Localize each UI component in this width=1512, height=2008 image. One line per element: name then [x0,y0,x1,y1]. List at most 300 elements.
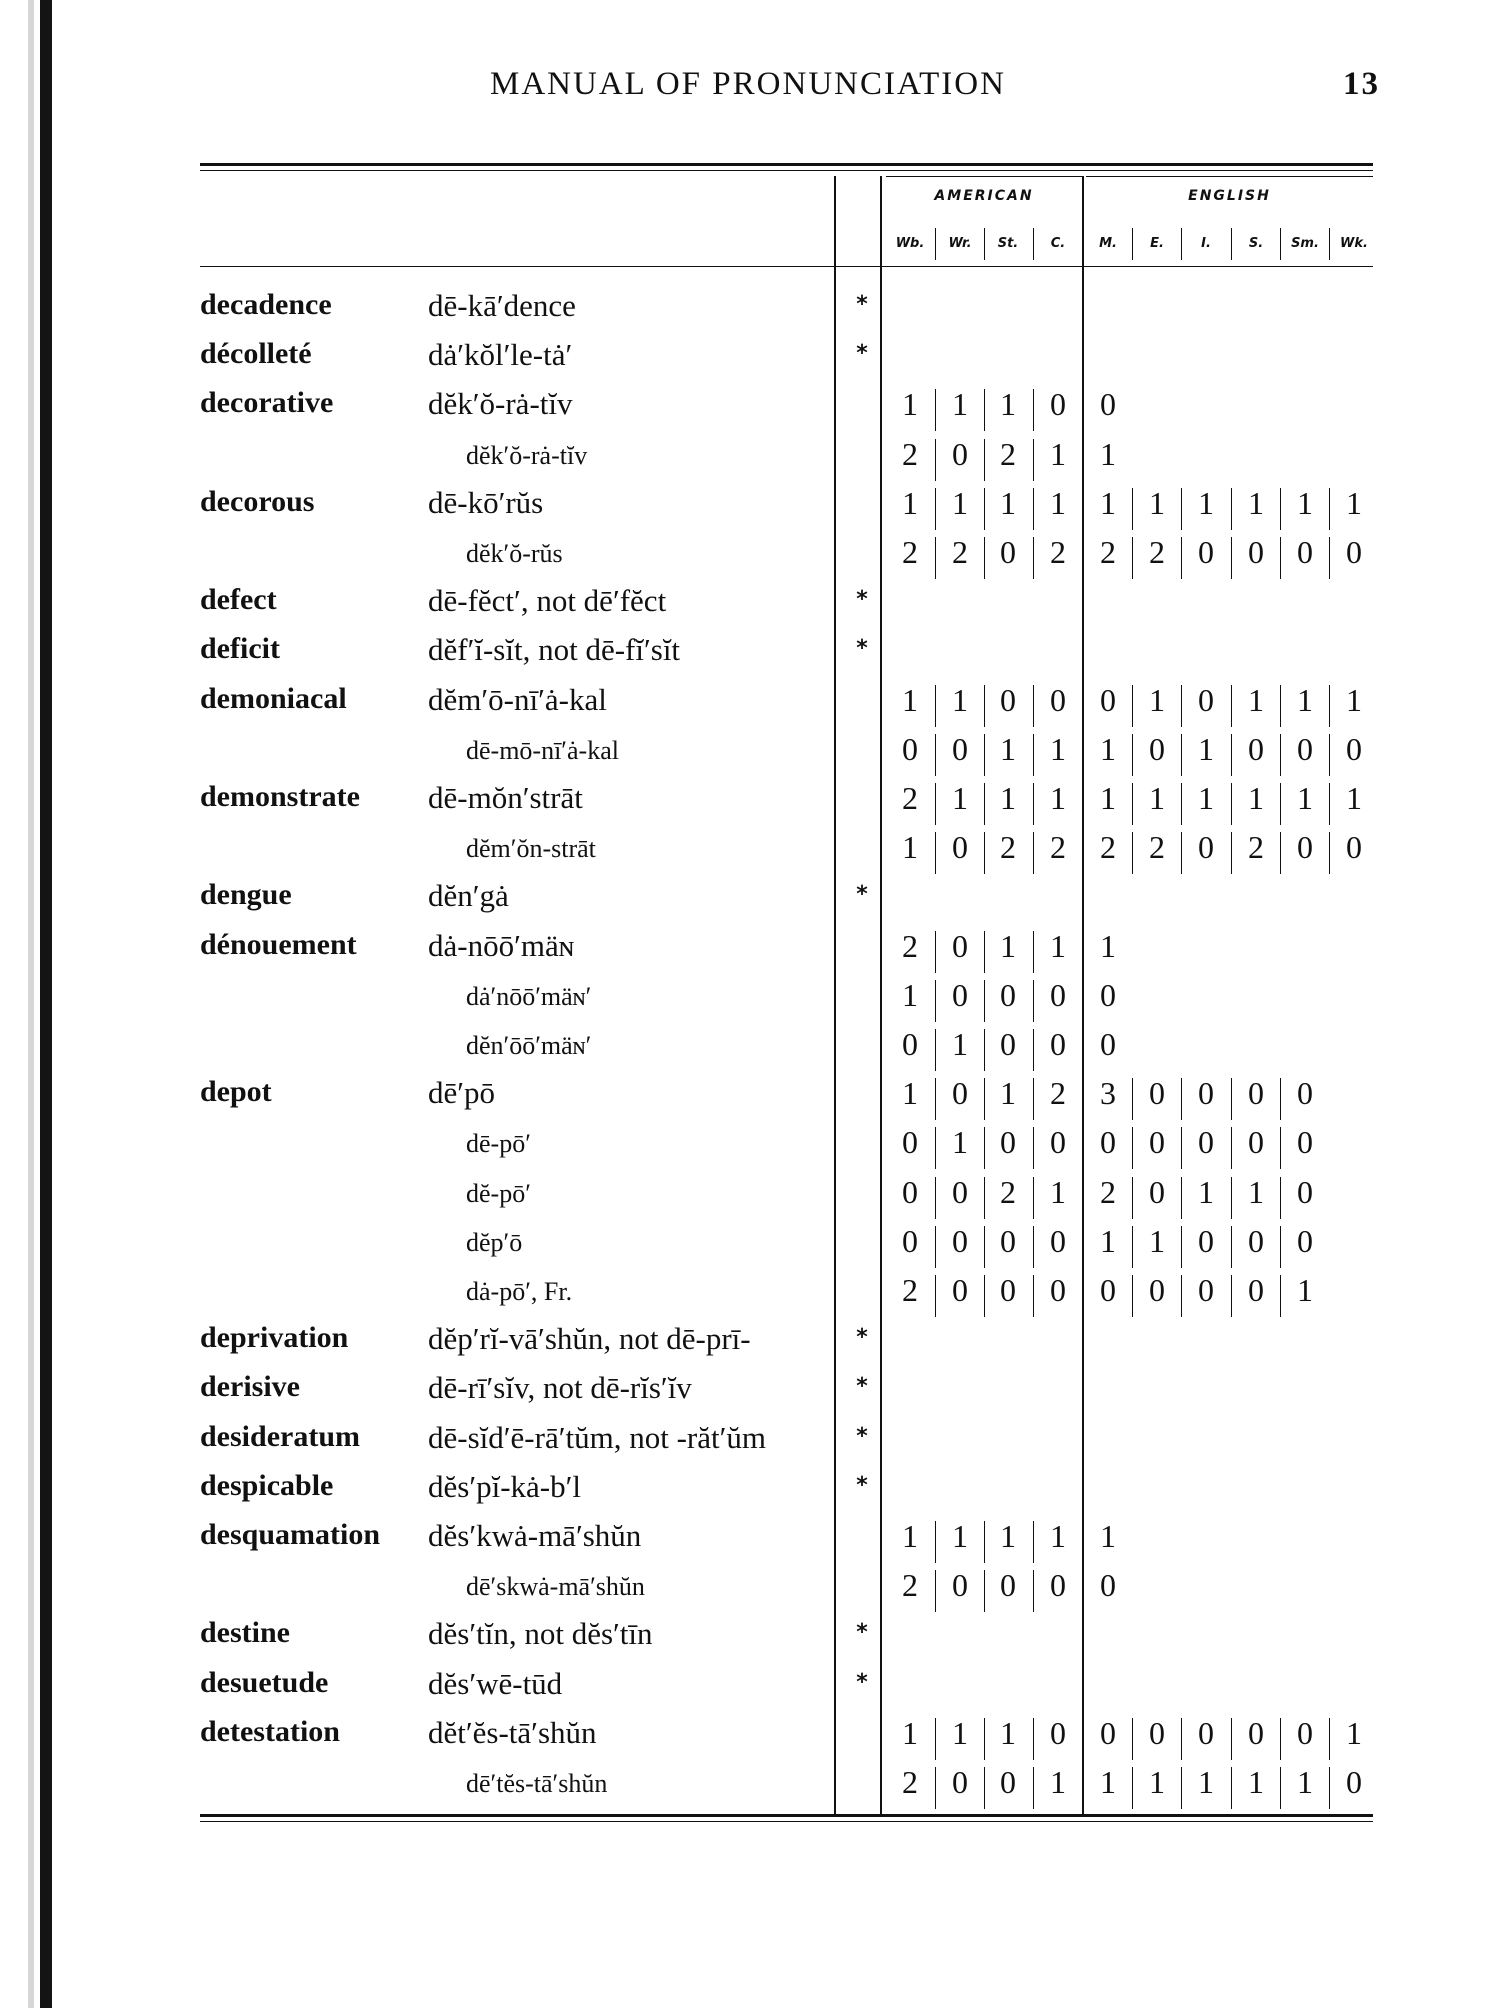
cell-separator [1132,1177,1133,1219]
cell-separator [1231,1275,1232,1317]
page-scan-shadow [28,0,34,2008]
pronunciation: dȧ′nōō′mäɴ′ [466,981,592,1011]
cell-separator [1231,832,1232,874]
column-rule-stub [834,176,836,1814]
pronunciation: dē-sĭd′ē-rā′tŭm, not -răt′ŭm [428,1419,766,1455]
english-group-rule [1086,176,1373,177]
cell-separator [1181,734,1182,776]
authority-value: 1 [1149,1222,1165,1259]
authority-value: 1 [1248,1764,1264,1800]
cell-separator [1231,537,1232,579]
authority-value: 1 [1149,1764,1165,1800]
authority-value: 1 [1050,1764,1066,1800]
headword: destine [200,1616,290,1650]
pronunciation: dĕs′kwȧ-mā′shŭn [428,1518,642,1553]
pronunciation: dȧ-pō′, Fr. [466,1277,573,1306]
pronunciation: dȧ′kŏl′le-tȧ′ [428,337,573,373]
cell-separator [1329,537,1330,579]
cell-separator [984,389,985,431]
headword: defect [200,583,277,617]
authority-value: 2 [902,780,918,816]
cell-separator [1181,1127,1182,1169]
authority-value: 1 [1149,780,1165,816]
headword: detestation [200,1714,340,1748]
cell-separator [1033,537,1034,579]
authority-value: 0 [1198,681,1214,718]
cell-separator [1231,488,1232,530]
authority-value: 0 [1100,1567,1116,1604]
authority-value: 0 [1297,1222,1313,1259]
pronunciation: dē-kō′rŭs [428,484,544,520]
authority-value: 0 [1050,1567,1066,1604]
authority-value: 2 [1248,829,1264,866]
authority-value: 1 [1297,780,1313,816]
headword: depot [200,1075,272,1109]
authority-value: 1 [902,386,918,423]
authority-value: 0 [1248,1075,1264,1112]
authority-value: 0 [1149,1173,1165,1210]
headword: demoniacal [200,681,347,715]
authority-value: 0 [1248,1272,1264,1308]
headword: desideratum [200,1419,360,1453]
cell-separator [1280,488,1281,530]
headword: dénouement [200,927,357,961]
authority-value: 0 [1149,730,1165,767]
authority-value: 0 [1000,681,1016,718]
american-group-rule [886,176,1082,177]
authority-value: 0 [1050,976,1066,1013]
cell-separator [984,1767,985,1809]
headword: desquamation [200,1518,381,1551]
authority-value: 2 [902,1272,918,1308]
pronunciation: dĕk′ŏ-rŭs [466,539,563,568]
authority-value: 0 [1000,1567,1016,1604]
authority-value: 1 [952,1518,968,1554]
authority-value: 1 [902,976,918,1013]
authority-value: 2 [952,534,968,570]
authority-value: 0 [1050,1714,1066,1751]
authority-separator [1231,228,1232,260]
authority-value: 0 [1000,1222,1016,1259]
authority-value: 1 [1198,730,1214,767]
authority-value: 1 [1297,1764,1313,1800]
cell-separator [984,931,985,973]
authority-value: 0 [952,1075,968,1112]
authority-value: 1 [1100,1764,1116,1800]
authority-value: 1 [1346,1714,1362,1751]
authority-header: Wk. [1340,236,1368,251]
pronunciation: dē′pō [428,1075,496,1111]
authority-value: 1 [902,1714,918,1751]
cell-separator [984,1275,985,1317]
pronunciation: dĕs′wē-tūd [428,1665,563,1701]
cell-separator [1280,832,1281,874]
cell-separator [1329,832,1330,874]
authority-value: 1 [1100,1518,1116,1554]
pronunciation: dĕp′ō [466,1227,523,1257]
authority-value: 1 [902,1518,918,1554]
pronunciation: dē-mŏn′strāt [428,780,583,815]
cell-separator [1181,1078,1182,1120]
cell-separator [984,734,985,776]
authority-value: 0 [952,1272,968,1308]
authority-value: 2 [1149,829,1165,866]
cell-separator [1181,1767,1182,1809]
cell-separator [1181,488,1182,530]
authority-value: 0 [1297,1714,1313,1751]
authority-value: 1 [1198,1173,1214,1210]
authority-value: 0 [952,976,968,1013]
authority-value: 0 [1100,681,1116,718]
cell-separator [1181,1718,1182,1760]
authority-value: 1 [902,681,918,718]
cell-separator [1280,1226,1281,1268]
authority-separator [1033,228,1034,260]
cell-separator [1231,1078,1232,1120]
authority-header: I. [1201,236,1211,251]
authority-value: 0 [952,1173,968,1210]
authority-value: 0 [1100,1272,1116,1308]
cell-separator [1033,439,1034,481]
cell-separator [935,389,936,431]
preferred-mark: * [856,636,868,662]
authority-value: 0 [902,1173,918,1210]
authority-value: 0 [1198,1272,1214,1308]
cell-separator [1033,832,1034,874]
authority-value: 1 [952,1026,968,1062]
cell-separator [984,1177,985,1219]
authority-value: 1 [952,1124,968,1161]
authority-value: 0 [1198,1075,1214,1112]
authority-value: 1 [1050,730,1066,767]
pronunciation: dĕn′ōō′mäɴ′ [466,1031,592,1060]
authority-value: 1 [1346,780,1362,816]
cell-separator [984,1078,985,1120]
authority-value: 1 [1000,780,1016,816]
authority-value: 0 [1100,1714,1116,1751]
pronunciation: dĕk′ŏ-rȧ-tĭv [428,386,573,422]
cell-separator [984,1521,985,1563]
cell-separator [1181,1177,1182,1219]
cell-separator [1132,1127,1133,1169]
authority-value: 0 [1297,829,1313,866]
authority-value: 2 [1000,435,1016,472]
cell-separator [1231,734,1232,776]
cell-separator [1280,1177,1281,1219]
cell-separator [1132,783,1133,825]
group-heading-english: ENGLISH [1188,188,1271,204]
cell-separator [1181,1226,1182,1268]
cell-separator [1132,1718,1133,1760]
authority-value: 1 [1100,780,1116,816]
page-number: 13 [1343,66,1380,102]
authority-value: 1 [1100,1222,1116,1259]
cell-separator [1132,1767,1133,1809]
authority-value: 2 [902,1567,918,1604]
pronunciation: dē′tĕs-tā′shŭn [466,1769,608,1798]
cell-separator [1231,1226,1232,1268]
cell-separator [1033,1078,1034,1120]
cell-separator [1181,1275,1182,1317]
cell-separator [1033,1767,1034,1809]
authority-value: 1 [1149,681,1165,718]
authority-value: 1 [952,780,968,816]
authority-value: 0 [1100,1026,1116,1062]
authority-value: 0 [902,1222,918,1259]
authority-value: 0 [1050,1272,1066,1308]
cell-separator [1132,537,1133,579]
headword: desuetude [200,1665,329,1699]
authority-value: 0 [952,435,968,472]
cell-separator [1280,1718,1281,1760]
authority-value: 0 [1000,976,1016,1013]
authority-value: 1 [1297,484,1313,521]
pronunciation: dȧ-nōō′mäɴ [428,927,575,963]
authority-value: 1 [952,484,968,521]
authority-value: 0 [1248,1714,1264,1751]
authority-value: 1 [1346,681,1362,718]
authority-header: M. [1099,236,1117,251]
authority-header: Sm. [1291,236,1319,251]
cell-separator [1280,1078,1281,1120]
authority-value: 2 [1149,534,1165,570]
cell-separator [1033,980,1034,1022]
preferred-mark: * [856,1423,868,1449]
authority-value: 0 [1346,534,1362,570]
authority-value: 1 [1248,780,1264,816]
authority-value: 0 [1000,1026,1016,1062]
cell-separator [1181,783,1182,825]
authority-value: 1 [1198,1764,1214,1800]
authority-value: 1 [1248,484,1264,521]
cell-separator [935,734,936,776]
cell-separator [935,1078,936,1120]
cell-separator [1033,488,1034,530]
cell-separator [1033,783,1034,825]
cell-separator [984,1718,985,1760]
cell-separator [935,1029,936,1071]
cell-separator [1329,1718,1330,1760]
pronunciation: dē-pō′ [466,1129,531,1159]
authority-value: 0 [1248,534,1264,570]
authority-value: 0 [952,1222,968,1259]
authority-value: 2 [902,927,918,964]
cell-separator [1033,685,1034,727]
cell-separator [1329,488,1330,530]
authority-value: 1 [1248,1173,1264,1210]
page-binding-edge [40,0,52,2008]
authority-value: 0 [1297,1075,1313,1112]
cell-separator [1231,783,1232,825]
authority-value: 1 [1198,484,1214,521]
cell-separator [935,1767,936,1809]
authority-value: 1 [1050,1173,1066,1210]
authority-value: 0 [1149,1272,1165,1308]
cell-separator [984,1226,985,1268]
cell-separator [935,1226,936,1268]
authority-value: 0 [1297,534,1313,570]
cell-separator [935,1718,936,1760]
authority-value: 0 [902,1124,918,1161]
authority-header: Wr. [948,236,972,251]
cell-separator [935,488,936,530]
authority-value: 0 [902,730,918,767]
authority-separator [1132,228,1133,260]
cell-separator [1329,734,1330,776]
authority-value: 0 [1346,829,1362,866]
authority-value: 1 [1000,1714,1016,1751]
pronunciation: dē-mō-nī′ȧ-kal [466,735,619,765]
cell-separator [1231,1767,1232,1809]
cell-separator [1033,1718,1034,1760]
authority-header: C. [1050,236,1066,251]
cell-separator [1033,1177,1034,1219]
authority-value: 0 [1100,976,1116,1013]
cell-separator [1033,1275,1034,1317]
preferred-mark: * [856,1325,868,1351]
authority-value: 0 [1000,1764,1016,1800]
authority-separator [1329,228,1330,260]
cell-separator [984,1127,985,1169]
cell-separator [1280,1275,1281,1317]
headword: despicable [200,1468,334,1502]
cell-separator [935,537,936,579]
authority-value: 1 [1000,1518,1016,1554]
cell-separator [984,980,985,1022]
preferred-mark: * [856,587,868,613]
cell-separator [1280,734,1281,776]
authority-value: 0 [1000,534,1016,570]
authority-value: 2 [1100,534,1116,570]
cell-separator [935,1521,936,1563]
authority-value: 1 [1100,927,1116,964]
authority-value: 1 [1198,780,1214,816]
authority-value: 0 [1198,534,1214,570]
preferred-mark: * [856,292,868,317]
authority-value: 1 [902,829,918,866]
cell-separator [1132,1226,1133,1268]
header-rule [836,266,1373,267]
cell-separator [935,439,936,481]
cell-separator [1132,488,1133,530]
authority-value: 1 [952,1714,968,1751]
headword: decorous [200,484,315,518]
authority-value: 0 [1198,1124,1214,1161]
authority-value: 1 [1050,435,1066,472]
authority-header: S. [1248,236,1264,251]
cell-separator [1231,1127,1232,1169]
cell-separator [1132,734,1133,776]
authority-separator [935,228,936,260]
pronunciation: dĕk′ŏ-rȧ-tĭv [466,440,588,470]
cell-separator [935,1275,936,1317]
preferred-mark: * [856,1620,868,1646]
cell-separator [984,783,985,825]
cell-separator [935,1127,936,1169]
authority-header: Wb. [895,236,925,251]
table-top-rule [200,163,1373,166]
authority-value: 0 [1346,1764,1362,1800]
authority-value: 0 [1198,829,1214,866]
column-rule-mark [880,176,882,1814]
cell-separator [1280,537,1281,579]
authority-separator [984,228,985,260]
authority-value: 2 [1050,534,1066,570]
stub-header-rule [200,266,834,267]
authority-value: 0 [1297,1173,1313,1210]
cell-separator [935,931,936,973]
authority-separator [1280,228,1281,260]
pronunciation: dĕ-pō′ [466,1178,531,1208]
headword: deprivation [200,1321,349,1355]
authority-value: 1 [902,1075,918,1112]
preferred-mark: * [856,1669,868,1695]
authority-value: 1 [952,681,968,718]
cell-separator [935,1570,936,1612]
authority-value: 0 [1050,1026,1066,1062]
preferred-mark: * [856,882,868,908]
authority-value: 0 [1297,730,1313,767]
authority-value: 1 [902,484,918,521]
authority-value: 2 [902,534,918,570]
authority-value: 0 [1100,386,1116,423]
authority-value: 1 [1297,681,1313,718]
authority-value: 0 [952,1764,968,1800]
authority-value: 2 [1100,829,1116,866]
authority-value: 2 [902,435,918,472]
authority-value: 0 [1100,1124,1116,1161]
cell-separator [935,783,936,825]
authority-value: 1 [1000,386,1016,423]
cell-separator [984,488,985,530]
headword: decadence [200,288,332,321]
authority-value: 2 [1000,1173,1016,1210]
authority-value: 0 [952,730,968,767]
cell-separator [935,1177,936,1219]
cell-separator [1033,1029,1034,1071]
authority-value: 3 [1100,1075,1116,1112]
cell-separator [935,980,936,1022]
pronunciation: dē′skwȧ-mā′shŭn [466,1572,645,1602]
cell-separator [1280,685,1281,727]
authority-value: 1 [1050,1518,1066,1554]
headword: demonstrate [200,780,360,813]
table-top-rule-thin [200,170,1373,171]
authority-value: 0 [1248,1222,1264,1259]
cell-separator [1231,685,1232,727]
cell-separator [1132,1275,1133,1317]
cell-separator [1181,685,1182,727]
cell-separator [1280,1127,1281,1169]
authority-value: 0 [952,927,968,964]
cell-separator [1033,931,1034,973]
authority-value: 0 [1297,1124,1313,1161]
cell-separator [1231,1718,1232,1760]
authority-value: 1 [1149,484,1165,521]
cell-separator [984,685,985,727]
authority-value: 0 [1000,1124,1016,1161]
cell-separator [984,537,985,579]
authority-value: 1 [1100,730,1116,767]
cell-separator [1329,685,1330,727]
headword: dengue [200,878,292,912]
authority-value: 0 [1050,1124,1066,1161]
pronunciation: dĕs′pĭ-kȧ-b′l [428,1468,582,1504]
authority-value: 1 [1000,484,1016,521]
cell-separator [984,1570,985,1612]
authority-value: 1 [1000,927,1016,964]
cell-separator [935,685,936,727]
